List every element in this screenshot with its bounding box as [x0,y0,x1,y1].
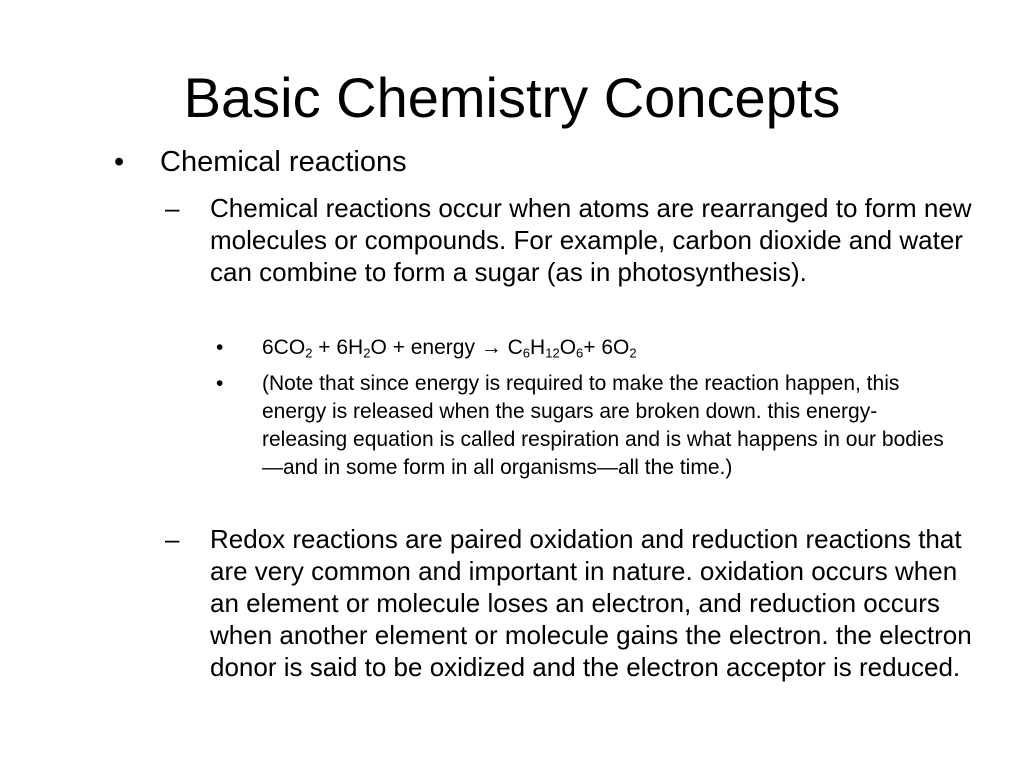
subpoint-text: Chemical reactions occur when atoms are rearranged to form new molecules or compounds. For example, carbon dioxide and water can combine to form a sugar (as in photosynthesis). [210,193,972,287]
subpoint-chemical-reactions-definition [165,192,980,288]
bullet-marker: • [216,336,224,359]
bullet-chemical-reactions [114,145,980,179]
photosynthesis-equation [216,334,962,362]
equation-text: $6CO_2 + 6H_2O$ + energy → $C_6H_{12}O_6+ 6O_2$ [262,336,637,361]
dash-marker: – [165,193,180,223]
dash-marker: – [165,524,180,554]
bullet-marker: • [216,372,224,395]
subpoint-text: Redox reactions are paired oxidation and reduction reactions that are very common and important in nature. oxidation occurs when an element or molecule loses an electron, and reduction occurs when another element or molecule gains the electron. the electron donor is said to be oxidized and the electron acceptor is reduced. [210,524,972,682]
bullet-text: Chemical reactions [160,146,407,178]
respiration-note [216,370,952,482]
bullet-marker: • [114,146,125,178]
slide-title: Basic Chemistry Concepts [183,66,841,129]
subpoint-redox-reactions [165,523,980,683]
note-text: (Note that since energy is required to make the reaction happen, this energy is released when the sugars are broken down. this energy-releasing equation is called respiration and is what happens in our bodies—and in some form in all organisms—all the time.) [262,372,944,479]
